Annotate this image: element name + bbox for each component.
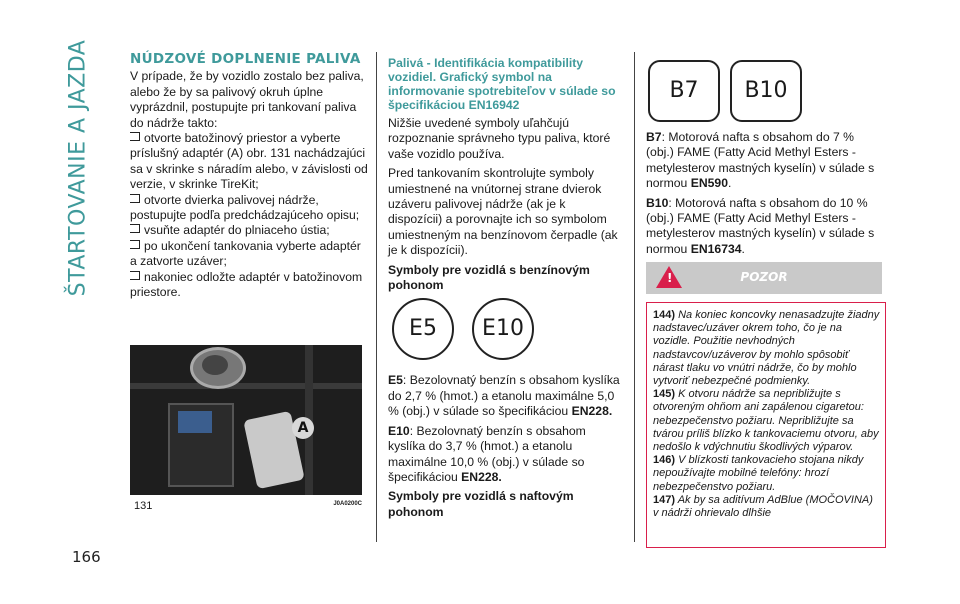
section-heading: Palivá - Identifikácia kompatibility vozidiel. Grafický symbol na informovanie spotrebiteľov v súlade so špecifikáciou EN16942 bbox=[388, 56, 616, 112]
e5-description: E5: Bezolovnatý benzín s obsahom kyslíka do 2,7 % (hmot.) a etanolu maximálne 5,0 % (obj.) v súlade so špecifikáciou EN228. bbox=[388, 373, 620, 419]
warning-item: 145) K otvoru nádrže sa nepribližujte s otvoreným ohňom ani zapálenou cigaretou: nebezpečenstvo požiaru. Nepribližujte sa tvárou príliš blízko k tankovaciemu otvoru, aby nedošlo k vdýchnutiu škodlivých výparov. bbox=[653, 388, 879, 454]
bullet-icon bbox=[130, 271, 140, 280]
paragraph: Nižšie uvedené symboly uľahčujú rozpoznanie správneho typu paliva, ktoré vaše vozidlo používa. bbox=[388, 116, 611, 161]
list-item: po ukončení tankovania vyberte adaptér a zatvorte uzáver; bbox=[130, 238, 361, 269]
warning-box bbox=[646, 302, 886, 548]
e10-description: E10: Bezolovnatý benzín s obsahom kyslíka do 3,7 % (hmot.) a etanolu maximálne 10,0 % (obj.) v súlade so špecifikáciou EN228. bbox=[388, 423, 586, 484]
paragraph: Pred tankovaním skontrolujte symboly umiestnené na vnútornej strane dvierok uzáveru palivovej nádrže (ak je k dispozícii) a porovnajte ich so symbolom umiestneným na benzínovom čerpadle (ak je k dispozícii). bbox=[388, 166, 618, 258]
warning-item: 146) V blízkosti tankovacieho stojana nikdy nepoužívajte mobilné telefóny: hrozí nebezpečenstvo požiaru. bbox=[653, 454, 864, 493]
fuel-symbol-e10: E10 bbox=[472, 298, 534, 360]
bullet-icon bbox=[130, 194, 140, 203]
fuel-symbol-e5: E5 bbox=[392, 298, 454, 360]
b10-description: B10: Motorová nafta s obsahom do 10 % (obj.) FAME (Fatty Acid Methyl Esters - metylesterov mastných kyselín) v súlade s normou EN16734. bbox=[646, 195, 875, 256]
column-divider bbox=[376, 52, 377, 542]
fuel-symbol-b10: B10 bbox=[730, 60, 802, 122]
list-item: nakoniec odložte adaptér v batožinovom priestore. bbox=[130, 269, 363, 300]
section-heading: NÚDZOVÉ DOPLNENIE PALIVA bbox=[130, 51, 361, 67]
bullet-icon bbox=[130, 224, 140, 233]
fuel-symbol-b7: B7 bbox=[648, 60, 720, 122]
column-divider bbox=[634, 52, 635, 542]
b7-description: B7: Motorová nafta s obsahom do 7 % (obj.) FAME (Fatty Acid Methyl Esters - metylesterov mastných kyselín) v súlade s normou EN590. bbox=[646, 130, 875, 191]
warning-item: 144) Na koniec koncovky nenasadzujte žiadny nadstavec/uzáver okrem toho, čo je na vozidle. Použitie nevhodných nadstavcov/uzáverov by mohlo spôsobiť nárast tlaku vo vnútri nádrže, čo by mohlo vytvoriť nebezpečné podmienky. bbox=[653, 309, 880, 388]
photo-marker-a: A bbox=[292, 417, 314, 439]
bullet-icon bbox=[130, 240, 140, 249]
warning-header: ! POZOR bbox=[646, 262, 882, 294]
figure-caption bbox=[134, 500, 362, 512]
chapter-side-title: ŠTARTOVANIE A JAZDA bbox=[65, 39, 91, 297]
list-item: otvorte batožinový priestor a vyberte príslušný adaptér (A) obr. 131 nachádzajúci sa v skrinke s náradím alebo, v závislosti od verzie, v skrinke TireKit; bbox=[130, 131, 368, 192]
list-item: vsuňte adaptér do plniaceho ústia; bbox=[130, 223, 370, 238]
trunk-adapter-photo bbox=[130, 345, 362, 495]
intro-paragraph: V prípade, že by vozidlo zostalo bez paliva, alebo že by sa palivový okruh úplne vyprázdnil, postupujte pri tankovaní paliva do nádrže takto: bbox=[130, 69, 364, 130]
column-fuel-identification bbox=[388, 56, 623, 520]
page-number: 166 bbox=[72, 548, 101, 566]
subheading-petrol: Symboly pre vozidlá s benzínovým pohonom bbox=[388, 262, 590, 293]
warning-item: 147) Ak by sa aditívum AdBlue (MOČOVINA) v nádrži ohrievalo dlhšie bbox=[653, 493, 873, 520]
figure-number: 131 bbox=[134, 500, 153, 512]
figure-code: J0A0200C bbox=[333, 501, 362, 507]
list-item: otvorte dvierka palivovej nádrže, postupujte podľa predchádzajúceho opisu; bbox=[130, 192, 360, 223]
column-emergency-refuel bbox=[130, 52, 370, 301]
warning-title: POZOR bbox=[740, 270, 788, 284]
subheading-diesel: Symboly pre vozidlá s naftovým pohonom bbox=[388, 489, 574, 519]
bullet-icon bbox=[130, 132, 140, 141]
column-diesel-symbols bbox=[646, 130, 884, 257]
